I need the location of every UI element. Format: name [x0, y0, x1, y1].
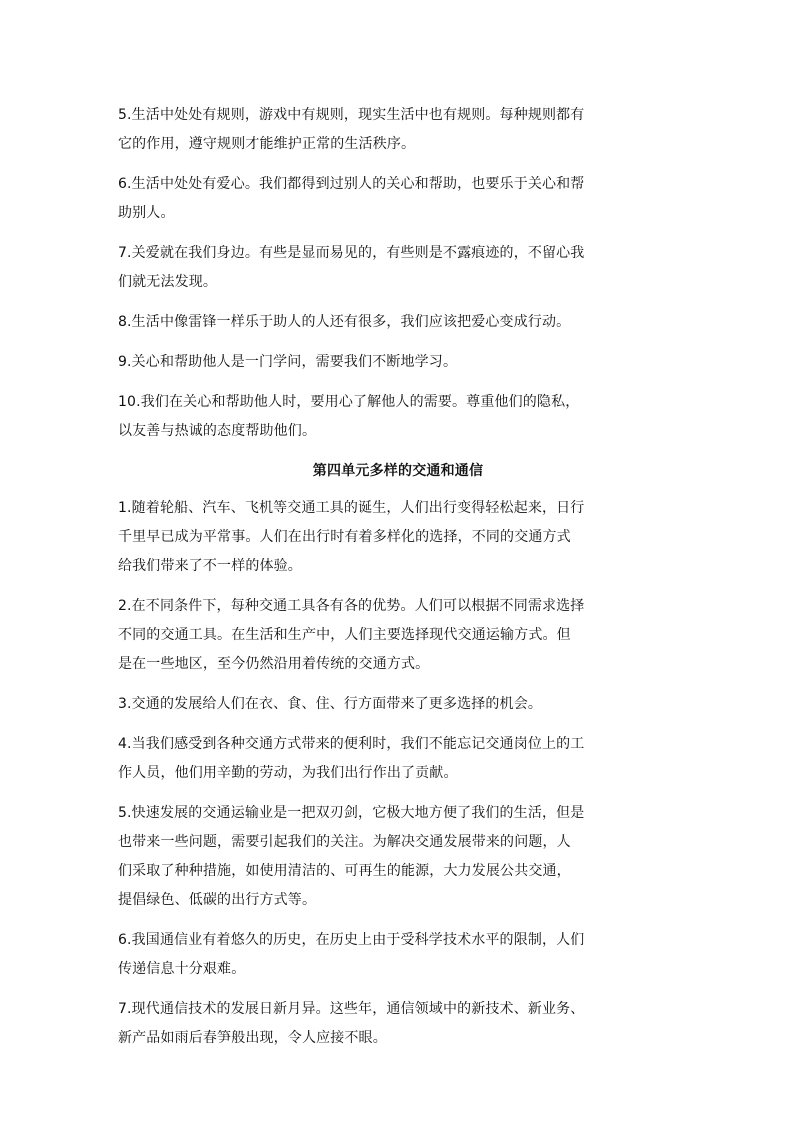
- text-line: 5.生活中处处有规则，游戏中有规则，现实生活中也有规则。每种规则都有: [118, 107, 585, 123]
- text-line: 2.在不同条件下，每种交通工具各有各的优势。人们可以根据不同需求选择: [118, 598, 585, 614]
- paragraph-item-7: [118, 239, 678, 297]
- section-four: [118, 494, 678, 1053]
- paragraph-item-5: [118, 101, 678, 159]
- text-line: 是在一些地区，至今仍然沿用着传统的交通方式。: [118, 656, 430, 672]
- text-line: 6.我国通信业有着悠久的历史，在历史上由于受科学技术水平的限制，人们: [118, 932, 585, 948]
- text-line: 作人员，他们用辛勤的劳动，为我们出行作出了贡献。: [118, 765, 458, 781]
- text-line: 们就无法发现。: [118, 274, 218, 290]
- text-line: 传递信息十分艰难。: [118, 961, 246, 977]
- text-line: 4.当我们感受到各种交通方式带来的便利时，我们不能忘记交通岗位上的工: [118, 736, 585, 752]
- previous-section: [118, 101, 678, 446]
- text-line: 它的作用，遵守规则才能维护正常的生活秩序。: [118, 136, 416, 152]
- text-line: 们采取了种种措施，如使用清洁的、可再生的能源，大力发展公共交通，: [118, 863, 571, 879]
- paragraph-item-8: [118, 308, 678, 337]
- text-line: 也带来一些问题，需要引起我们的关注。为解决交通发展带来的问题，人: [118, 834, 571, 850]
- document-body: [118, 101, 678, 1064]
- text-line: 8.生活中像雷锋一样乐于助人的人还有很多，我们应该把爱心变成行动。: [118, 314, 571, 330]
- text-line: 7.现代通信技术的发展日新月异。这些年，通信领域中的新技术、新业务、: [118, 1001, 585, 1017]
- paragraph-item-3: [118, 690, 678, 719]
- paragraph-item-5: [118, 799, 678, 915]
- paragraph-item-1: [118, 494, 678, 581]
- text-line: 7.关爱就在我们身边。有些是显而易见的，有些则是不露痕迹的，不留心我: [118, 245, 585, 261]
- text-line: 提倡绿色、低碳的出行方式等。: [118, 892, 317, 908]
- paragraph-item-2: [118, 592, 678, 679]
- paragraph-item-4: [118, 730, 678, 788]
- section-heading: 第四单元多样的交通和通信: [312, 463, 484, 479]
- text-line: 给我们带来了不一样的体验。: [118, 558, 302, 574]
- text-line: 3.交通的发展给人们在衣、食、住、行方面带来了更多选择的机会。: [118, 696, 543, 712]
- text-line: 新产品如雨后春笋般出现，令人应接不眼。: [118, 1030, 387, 1046]
- paragraph-item-6: [118, 170, 678, 228]
- text-line: 以友善与热诚的态度帮助他们。: [118, 423, 317, 439]
- paragraph-item-10: [118, 388, 678, 446]
- text-line: 6.生活中处处有爱心。我们都得到过别人的关心和帮助，也要乐于关心和帮: [118, 176, 585, 192]
- text-line: 助别人。: [118, 205, 175, 221]
- text-line: 9.关心和帮助他人是一门学问，需要我们不断地学习。: [118, 354, 458, 370]
- text-line: 5.快速发展的交通运输业是一把双刃剑，它极大地方便了我们的生活，但是: [118, 805, 585, 821]
- paragraph-item-7: [118, 995, 678, 1053]
- text-line: 不同的交通工具。在生活和生产中，人们主要选择现代交通运输方式。但: [118, 627, 571, 643]
- text-line: 1.随着轮船、汽车、飞机等交通工具的诞生，人们出行变得轻松起来，日行: [118, 500, 585, 516]
- paragraph-item-9: [118, 348, 678, 377]
- paragraph-item-6: [118, 926, 678, 984]
- text-line: 千里早已成为平常事。人们在出行时有着多样化的选择，不同的交通方式: [118, 529, 571, 545]
- text-line: 10.我们在关心和帮助他人时，要用心了解他人的需要。尊重他们的隐私，: [118, 394, 580, 410]
